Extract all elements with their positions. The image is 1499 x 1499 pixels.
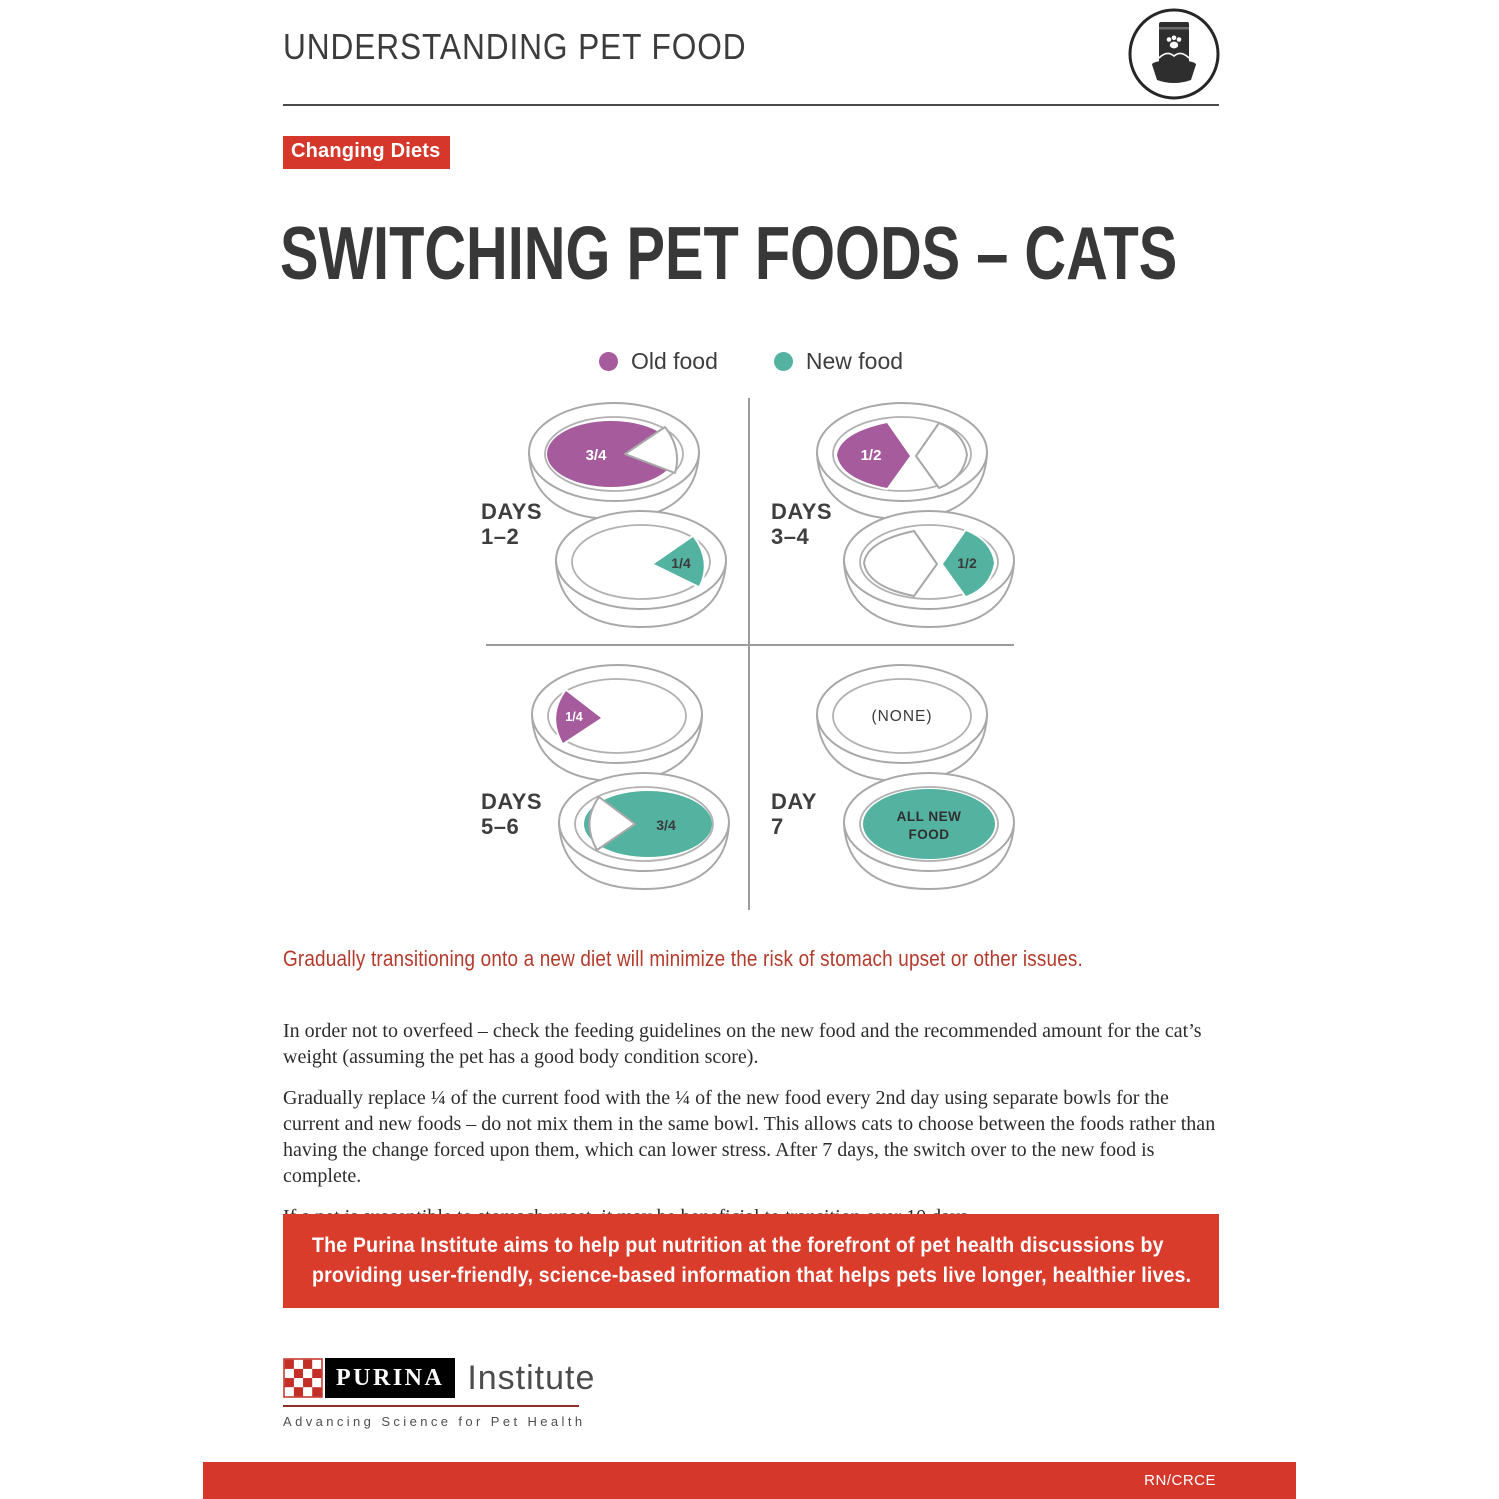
page-header-title: UNDERSTANDING PET FOOD xyxy=(283,26,747,67)
new-food-bowl xyxy=(559,773,729,889)
day-label-word: DAY xyxy=(771,789,817,814)
purina-wordmark: PURINA xyxy=(325,1358,455,1398)
purina-institute-banner xyxy=(283,1214,1219,1308)
day-label-range: 5–6 xyxy=(481,813,520,839)
legend-old-label: Old food xyxy=(630,348,718,374)
portion-label: 1/4 xyxy=(565,710,583,724)
section-badge: Changing Diets xyxy=(283,136,450,169)
banner-line-1: The Purina Institute aims to help put nutrition at the forefront of pet health discussions by xyxy=(312,1234,1164,1257)
legend-new-food xyxy=(774,348,903,375)
old-food-bowl xyxy=(817,403,987,519)
institute-wordmark: Institute xyxy=(467,1358,596,1397)
day-label-word: DAYS xyxy=(481,789,543,814)
portion-label: 1/2 xyxy=(860,447,882,464)
bowl-pair-days-3-4 xyxy=(813,392,1028,648)
bowl-pair-days-5-6 xyxy=(528,654,743,910)
old-food-dot-icon xyxy=(599,352,618,371)
banner-line-2: providing user-friendly, science-based information that helps pets live longer, healthier lives. xyxy=(312,1264,1192,1287)
document-code: RN/CRCE xyxy=(1144,1472,1216,1489)
day-label-range: 1–2 xyxy=(481,523,520,549)
legend-new-label: New food xyxy=(805,348,904,374)
header-divider xyxy=(283,104,1219,106)
portion-label-line1: ALL NEW xyxy=(896,809,962,824)
logo-tagline: Advancing Science for Pet Health xyxy=(283,1414,586,1429)
day-label-word: DAYS xyxy=(481,499,543,524)
logo-underline xyxy=(283,1405,579,1407)
bottom-bar xyxy=(203,1462,1296,1499)
bowl-pair-days-1-2 xyxy=(525,392,740,648)
transition-diagram xyxy=(400,392,1100,916)
portion-label: 1/2 xyxy=(957,555,977,571)
portion-label: 1/4 xyxy=(671,555,691,571)
day-label-day-7 xyxy=(771,790,817,839)
old-food-bowl xyxy=(532,665,702,781)
purina-institute-logo xyxy=(283,1358,595,1429)
pet-food-bowl-icon xyxy=(1126,6,1222,107)
page-title: SWITCHING PET FOODS – CATS xyxy=(280,211,1178,295)
legend xyxy=(283,348,1219,375)
day-label-range: 3–4 xyxy=(771,523,810,549)
body-copy xyxy=(283,1018,1228,1245)
portion-label-line2: FOOD xyxy=(908,827,950,842)
day-label-range: 7 xyxy=(771,813,784,839)
purina-checkerboard-icon xyxy=(283,1358,323,1398)
paragraph-overfeed: In order not to overfeed – check the feeding guidelines on the new food and the recommended amount for the cat’s weight (assuming the pet has a good body condition score). xyxy=(283,1020,1202,1068)
new-food-bowl-full xyxy=(844,773,1014,889)
portion-label: 3/4 xyxy=(656,817,676,833)
portion-label: 3/4 xyxy=(585,447,607,464)
bowl-pair-day-7 xyxy=(813,654,1028,910)
new-food-bowl xyxy=(556,511,726,627)
old-food-bowl xyxy=(529,403,699,519)
paragraph-replace: Gradually replace ¼ of the current food with the ¼ of the new food every 2nd day using separate bowls for the current and new foods – do not mix them in the same bowl. This allows cats to choose between the foods rather than having the change forced upon them, which can lower stress. After 7 days, the switch over to the new food is complete. xyxy=(283,1087,1216,1187)
new-food-bowl xyxy=(844,511,1014,627)
old-food-bowl-empty xyxy=(817,665,987,781)
highlight-sentence: Gradually transitioning onto a new diet will minimize the risk of stomach upset or other issues. xyxy=(283,946,1083,971)
portion-label: (NONE) xyxy=(871,708,933,725)
new-food-dot-icon xyxy=(774,352,793,371)
diagram-vertical-divider xyxy=(748,398,750,910)
legend-old-food xyxy=(599,348,718,375)
day-label-word: DAYS xyxy=(771,499,833,524)
